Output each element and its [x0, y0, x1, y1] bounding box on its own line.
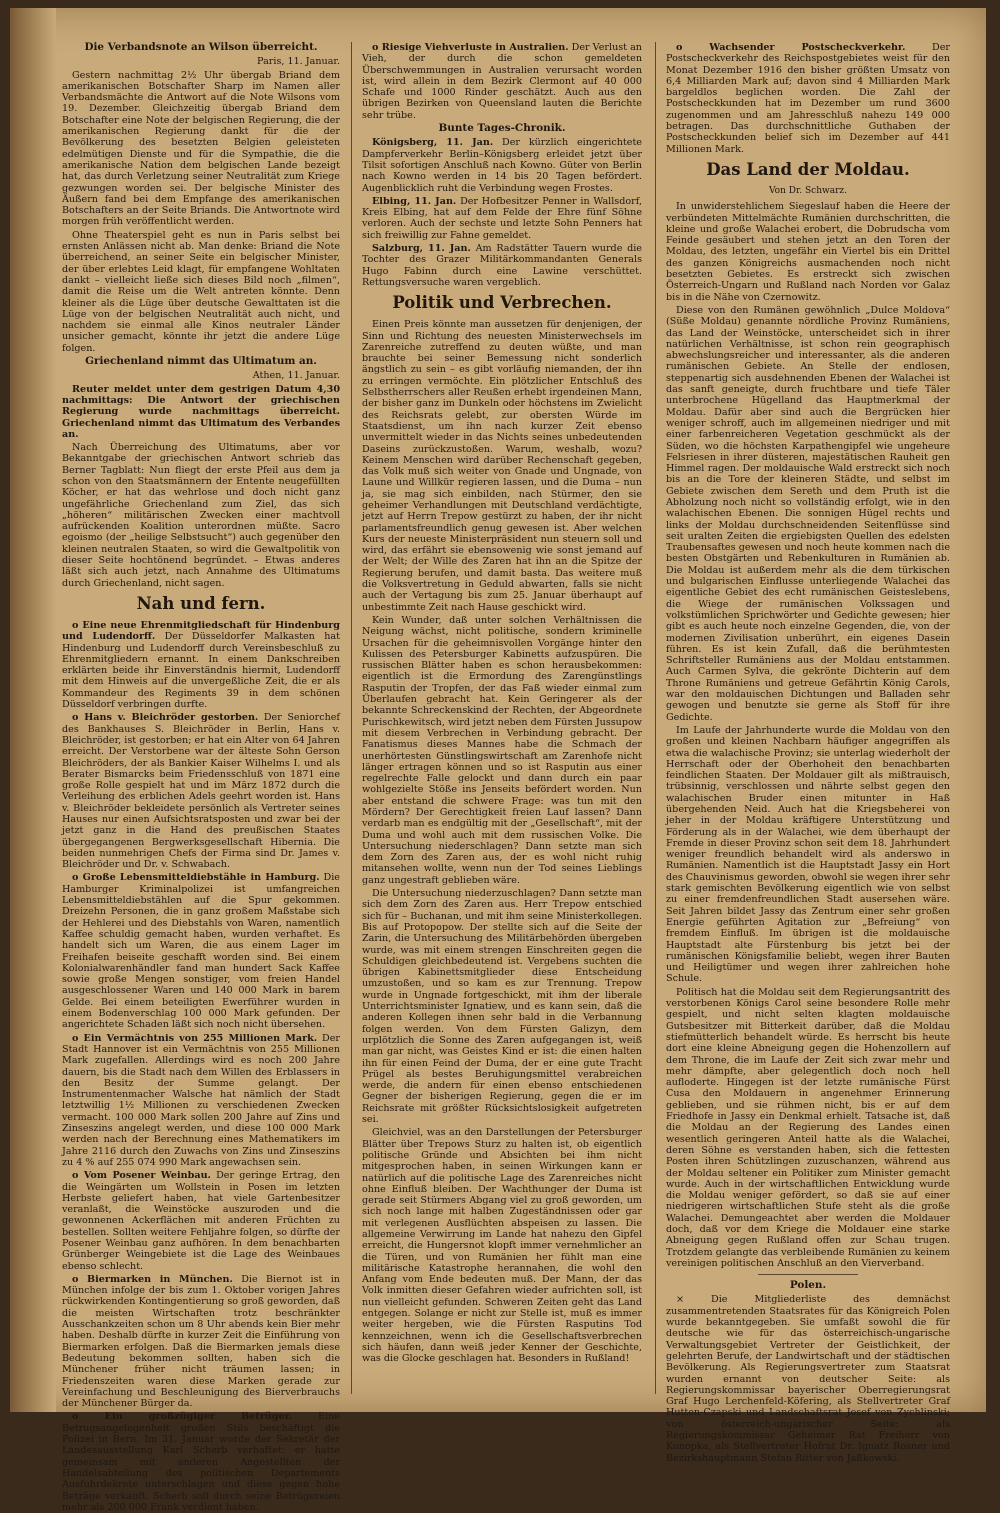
news-item: [62, 620, 340, 710]
news-item-head: o Hans v. Bleichröder gestorben.: [72, 712, 259, 724]
column-rule: [351, 42, 352, 1394]
news-item-text: Der geringe Ertrag, den die Weingärten um Wollstein in Posen im letzten Herbste geliefert haben, hat viele Gartenbesitzer veranlaßt, die Weinstöcke auszuroden und die gewonnenen Ackerflächen mit anderen Früchten zu bestellen. Sollten weitere Fehljahre folgen, so dürfte der Posener Weinbau ganz aufhören. In dem benachbarten Grünberger Weingebiete ist die Lage des Weinbaues ebenso schlecht.: [62, 1170, 340, 1272]
news-item: [62, 1274, 340, 1410]
news-item: [666, 42, 950, 155]
article-paragraph: Einen Preis könnte man aussetzen für denjenigen, der Sinn und Richtung des neuesten Ministerwechsels im Zarenreiche zutreffend zu deuten wüßte, und man brauchte bei seiner Bemessung nicht sonderlich ängstlich zu sein – es gibt vorläufig niemanden, der ihn zu erringen vermöchte. Ein plötzlicher Entschluß des Selbstherrschers aller Reußen erhebt irgendeinen Mann, der bisher ganz im Dunkeln oder höchstens im Zwielicht des Reichsrats gelebt, zur obersten Würde im Staatsdienst, um ihn nach kurzer Zeit ebenso unvermittelt wieder in das Nichts seines unbedeutenden Daseins zurückzustoßen. Warum, weshalb, wozu? Keinem Menschen wird darüber Rechenschaft gegeben, das Volk muß sich weiter von Gnade und Ungnade, von Laune und Willkür regieren lassen, und die Duma – nun ja, sie mag sich einbilden, nach Stürmer, den sie geheimer Verhandlungen mit Deutschland verdächtigte, jetzt auf Herrn Trepow gestürzt zu haben, der ihr nicht parlamentsfreundlich genug gewesen ist. Aber welchen Kurs der neueste Ministerpräsident nun steuern soll und wird, das erfährt sie ebensowenig wie sonst jemand auf der Welt; der Wille des Zaren hat ihn an die Spitze der Regierung berufen, und damit basta. Das weitere muß die Volksvertretung in Geduld abwarten, falls sie nicht auch der Vertagung bis zum 25. Januar überhaupt auf unbestimmte Zeit nach Hause geschickt wird.: [362, 319, 642, 613]
author-byline: Von Dr. Schwarz.: [769, 185, 847, 196]
section-title: Nah und fern.: [136, 593, 266, 613]
news-item-text: Eine Betrugsangelegenheit großen Stils beschäftigt die Polizei in Bern. Im 31. Januar wurde der Sekretär der Landesausstellung Karl Scherb verhaftet: er hatte gemeinsam mit anderen Angestellten der Handelsabteilung des politischen Departements Ausfuhrdekrete unterschlagen und diese gegen hohe Beträge verkauft. Scherb soll durch seine Betrügereien mehr als 200 000 Frank verdient haben.: [62, 1411, 340, 1513]
news-item: [62, 712, 340, 870]
chronik-item-text: Der Hofbesitzer Penner in Wallsdorf, Kreis Elbing, hat auf dem Felde der Ehre fünf Söhne verloren. Auch der sechste und letzte Sohn Penners hat sich freiwillig zur Fahne gemeldet.: [362, 195, 642, 241]
chronik-item-text: Der kürzlich eingerichtete Dampferverkehr Berlin–Königsberg erleidet jetzt über Tilsit sofortigen Anschluß nach Kowno. Güter von Berlin nach Kowno werden in 14 bis 20 Tagen befördert. Augenblicklich ruht die Verbindung wegen Frostes.: [362, 137, 642, 194]
news-item-text: Der Verlust an Vieh, der durch die schon gemeldeten Überschwemmungen in Australien verursacht worden ist, wird allein in dem Bezirk Clermont auf 40 000 Schafe und 1000 Rinder geschätzt. Auch aus den übrigen Bezirken von Queensland lauten die Berichte sehr trübe.: [362, 42, 642, 121]
article-title: Griechenland nimmt das Ultimatum an.: [85, 355, 317, 368]
article-paragraph: Reuter meldet unter dem gestrigen Datum 4,30 nachmittags: Die Antwort der griechischen Regierung wurde nachmittags überreicht. Griechenland nimmt das Ultimatum des Verbandes an.: [62, 383, 340, 440]
article-title: Polen.: [789, 1279, 827, 1292]
chronik-item-text: Am Radstätter Tauern wurde die Tochter des Grazer Militärkommandanten Generals Hugo Fabinn durch eine Lawine verschüttet. Rettungsversuche waren vergeblich.: [362, 243, 642, 288]
article-paragraph: Nach Überreichung des Ultimatums, aber vor Bekanntgabe der griechischen Antwort schrieb das Berner Tagblatt: Nun fliegt der erste Pfeil aus dem ja schon von den Staatsmännern der Entente neugefüllten Köcher, er hat das wehrlose und doch nicht ganz ungefährliche Griechenland zum Ziel, das sich „höheren“ militärischen Zwecken einer machtvoll aufrückenden Koalition unterordnen müßte. Sacro egoismo (der „heilige Selbstsucht“) auch gegenüber den kleinen neutralen Staaten, so wird die Gewaltpolitik von dieser Seite hochtönend begründet. – Etwas anderes läßt sich auch jetzt, nach Annahme des Ultimatums durch Griechenland, nicht sagen.: [62, 442, 340, 589]
news-item-head: o Riesige Viehverluste in Australien.: [372, 42, 569, 53]
article-paragraph: Im Laufe der Jahrhunderte wurde die Moldau von den großen und kleinen Nachbarn häufiger angegriffen als etwa die walachische Provinz; sie unterlag wiederholt der Herrschaft oder der Oberhoheit den benachbarten feindlichen Staaten. Der Moldauer gilt als mißtrauisch, trübsinnig, verschlossen und nährte selbst gegen den walachischen Bruder einen mitunter in Haß übergehenden Neid. Auch hat die Kriegsbeherei von jeher in der Moldau kräftigere Unterstützung und Förderung als in der Walachei, wie dem überhaupt der Fremde in dieser Provinz schon seit dem 18. Jahrhundert weniger freundlich behandelt wird als anderswo in Rumänien. Namentlich ist die Hauptstadt Jassy ein Hort des Chauvinismus geworden, obwohl sie wegen ihrer sehr stark gemischten Bevölkerung eigentlich wie von selbst zu einer fremdenfreundlichen Stadt ausersehen wäre. Seit Jahren bildet Jassy das Zentrum einer sehr großen Energie geführten Agitation zur „Befreiung“ von fremdem Einfluß. Im übrigen ist die moldauische Hauptstadt alte Fürstenburg bis jetzt bei der rumänischen Königsfamilie beliebt, wegen ihrer Bauten und Heiligtümer und wegen ihrer zahlreichen hohe Schule.: [666, 724, 950, 985]
article-title: Die Verbandsnote an Wilson überreicht.: [84, 41, 318, 53]
news-item: [62, 1033, 340, 1169]
chronik-item-head: Elbing, 11. Jan.: [372, 195, 457, 207]
news-item-head: o Ein großzügiger Betrüger.: [72, 1411, 293, 1423]
article-paragraph: Gleichviel, was an den Darstellungen der Petersburger Blätter über Trepows Sturz zu halten ist, ob eigentlich politische Gründe und Absichten bei ihm nicht mitgesprochen haben, in seinen Wirkungen kann er natürlich auf die politische Lage des Zarenreiches nicht ohne Einfluß bleiben. Der Wachthunger der Duma ist gerade seit Stürmers Abgang viel zu groß geworden, um sich noch lange mit halben Zugeständnissen oder gar mit verlegenen Ausflüchten abspeisen zu lassen. Die allgemeine Verwirrung im Lande hat nahezu den Gipfel erreicht, die Hungersnot klopft immer vernehmlicher an die Türen, und von Rumänien her fühlt man eine militärische Katastrophe herannahen, die wohl den Anfang vom Ende bedeuten muß. Der Mann, der das Volk inmitten dieser Gefahren wieder aufrichten soll, ist nun vielleicht gefunden. Schweren Zeiten geht das Land entgegen. Solange er nicht zur Stelle ist, muß es immer weiter hergeben, wie die Fürsten Rasputins Tod kennzeichnen, wenn ich die Gesellschaftsverbrechen sich häufen, dann weiß jeder Kenner der Geschichte, was die Glocke geschlagen hat. Besonders in Rußland!: [362, 1127, 642, 1365]
news-item: [62, 1411, 340, 1513]
dateline: Paris, 11. Januar.: [257, 56, 340, 68]
news-item-text: Die Hamburger Kriminalpolizei ist umfangreichen Lebensmitteldiebstählen auf die Spur gekommen. Dreizehn Personen, die in ganz großem Maßstabe sich der Hehlerei und des Diebstahls von Waren, namentlich Kaffee schuldig gemacht haben, wurden verhaftet. Es handelt sich um Waren, die aus einem Lager im Freihafen beiseite geschafft worden sind. Bei einem Kolonialwarenhändler fand man hundert Sack Kaffee sowie große Mengen sonstiger, vom freien Handel ausgeschlossener Waren und 140 000 Mark in barem Gelde. Bei einem beteiligten Ewerführer wurden in einem Bodenverschlag 100 000 Mark gefunden. Der angerichtete Schaden läßt sich noch nicht übersehen.: [62, 872, 340, 1031]
article-paragraph: In unwiderstehlichem Siegeslauf haben die Heere der verbündeten Mittelmächte Rumänien durchschritten, die kleine und große Walachei erobert, die Dobrudscha vom Feinde gesäubert und stehen jetzt an den Toren der Moldau, des letzten, ungefähr ein Viertel bis ein Drittel des ganzen Königreichs ausmachenden noch nicht besetzten Gebietes. Es erstreckt sich zwischen Österreich-Ungarn und Rußland nach Norden vor Galaz bis in die Nähe von Czernowitz.: [666, 201, 950, 303]
column-2: [362, 42, 642, 1402]
news-item-head: o Biermarken in München.: [72, 1273, 233, 1285]
chronik-title: Bunte Tages-Chronik.: [438, 122, 566, 135]
news-item: [362, 42, 642, 121]
article-paragraph: Die Untersuchung niederzuschlagen? Dann setzte man sich dem Zorn des Zaren aus. Herr Trepow entschied sich für – Buchanan, und mit ihm seine Ministerkollegen. Bis auf Protopopow. Der stellte sich auf die Seite der Zarin, die Untersuchung des Militärbehörden übergeben wurde, was mit einem strengen Einschreiten gegen die Schuldigen gleichbedeutend ist. Vergebens suchten die übrigen Kabinettsmitglieder diese Entscheidung umzustoßen, und so kam es zur Trennung. Trepow wurde in Ungnade fortgeschickt, mit ihm der liberale Unterrichtsminister Ignatiew, und es kann sein, daß die anderen Kollegen ihnen sehr bald in die Verbannung folgen werden. Von dem Fürsten Galizyn, dem urplötzlich die Sonne des Zaren aufgegangen ist, weiß man gar nicht, was Geistes Kind er ist: die einen halten ihn für einen Feind der Duma, der er eine gute Tracht Prügel als bestes Beruhigungsmittel verabreichen werde, die andern für einen ebenso entschiedenen Gegner der bisherigen Regierung, gegen die er im Reichsrate mit größter Rücksichtslosigkeit aufgetreten sei.: [362, 888, 642, 1126]
page-spine-shadow: [10, 8, 56, 1412]
chronik-item: [362, 137, 642, 193]
dateline: Athen, 11. Januar.: [252, 370, 340, 382]
section-title: Das Land der Moldau.: [706, 159, 910, 179]
news-item-text: Der Stadt Hannover ist ein Vermächtnis von 255 Millionen Mark zugefallen. Allerdings wird es noch 200 Jahre dauern, bis die Stadt nach dem Willen des Erblassers in den Besitz der Summe gelangt. Der Instrumentenmacher Walsche hat nämlich der Stadt letztwillig 1½ Millionen zu verschiedenen Zwecken vermacht. 100 000 Mark sollen 200 Jahre auf Zins und Zinseszins angelegt werden, und diese 100 000 Mark werden nach der Berechnung eines Mathematikers im Jahre 2116 durch den Zuwachs von Zins und Zinseszins zu 4 % auf 255 074 990 Mark angewachsen sein.: [62, 1032, 340, 1168]
section-title: Politik und Verbrechen.: [392, 293, 612, 313]
news-item: [62, 872, 340, 1030]
article-paragraph: Kein Wunder, daß unter solchen Verhältnissen die Neigung wächst, nicht politische, sondern kriminelle Ursachen für die geheimnisvollen Vorgänge hinter den Kulissen des Petersburger Kabinetts aufzuspüren. Die russischen Blätter haben es schon herausbekommen: eigentlich ist die Ermordung des Zarengünstlings Rasputin der Tropfen, der das Faß wieder einmal zum Überlaufen gebracht hat. Kein Geringerer als der bekannte Schreckenskind der Rechten, der Abgeordnete Purischkewitsch, wird jetzt neben dem Fürsten Jussupow mit diesem Verbrechen in Verbindung gebracht. Der Fanatismus dieses Mannes habe die Schmach der unerhörtesten Günstlingswirtschaft am Zarenhofe nicht länger ertragen können und so ist Rasputin aus einer regelrechte Falle gelockt und dann durch ein paar wohlgezielte Stöße ins Jenseits befördert worden. Nun aber entstand die schwere Frage: was tun mit den Mördern? Der Gerechtigkeit freien Lauf lassen? Dann verdarb man es endgültig mit der „Gesellschaft“, mit der Duma und wohl auch mit dem russischen Volke. Die Untersuchung niederschlagen? Dann setzte man sich dem Zorn des Zaren aus, der es wohl nicht ruhig mitansehen wollte, wenn nun der Tod seines Lieblings ganz ungestraft geblieben wäre.: [362, 614, 642, 886]
article-paragraph: Gestern nachmittag 2½ Uhr übergab Briand dem amerikanischen Botschafter Sharp im Namen aller Verbandsmächte die Antwort auf die Note Wilsons vom 19. Dezember. Gleichzeitig übergab Briand dem Botschafter eine Note der belgischen Regierung, die der amerikanischen Regierung dankt für die der Bevölkerung des besetzten Belgien geleisteten edelmütigen Dienste und für die Sympathie, die die amerikanische Nation dem belgischen Lande bezeigt hat, das durch Verletzung seiner Neutralität zum Kriege gezwungen worden sei. Der belgische Minister des Äußern fand bei dem Empfange des amerikanischen Botschafters an der Seite Briands. Die Antwortnote wird morgen früh veröffentlicht werden.: [62, 69, 340, 228]
news-item-text: Die Biernot ist in München infolge der bis zum 1. Oktober vorigen Jahres rückwirkenden Kontingentierung so groß geworden, daß die meisten Wirtschaften trotz beschränkter Ausschankzeiten schon um 8 Uhr abends kein Bier mehr haben. Deshalb dürfte in kurzer Zeit die Einführung von Biermarken erfolgen. Daß die Biermarken jemals diese Bedeutung bekommen sollten, haben sich die Münchener früher nicht träumen lassen; in Friedenszeiten waren diese Marken gerade zur Vereinfachung und Beschleunigung des Bierverbrauchs der Münchener Bürger da.: [62, 1273, 340, 1410]
news-item-head: o Große Lebensmitteldiebstähle in Hamburg.: [72, 872, 320, 884]
news-item-text: Der Postscheckverkehr des Reichspostgebietes weist für den Monat Dezember 1916 den bisher größten Umsatz von 6,4 Milliarden Mark auf; davon sind 4 Milliarden Mark bargeldlos beglichen worden. Die Zahl der Postscheckkunden hat im Dezember um rund 3600 zugenommen und am Jahresschluß nahezu 149 000 betragen. Das durchschnittliche Guthaben der Postscheckkunden belief sich im Dezember auf 441 Millionen Mark.: [666, 42, 950, 155]
news-item-head: o Ein Vermächtnis von 255 Millionen Mark.: [72, 1032, 318, 1044]
news-item-head: o Wachsender Postscheckverkehr.: [676, 42, 906, 53]
column-1: [62, 41, 340, 1513]
column-3: [666, 42, 950, 1464]
news-item-head: o Eine neue Ehrenmitgliedschaft für Hindenburg und Ludendorff.: [62, 619, 340, 643]
news-item-head: o Vom Posener Weinbau.: [72, 1170, 211, 1182]
article-paragraph: Politisch hat die Moldau seit dem Regierungsantritt des verstorbenen Königs Carol seine besondere Rolle mehr gespielt, und nicht selten klagten moldauische Gutsbesitzer mit Bitterkeit darüber, daß die Moldau stiefmütterlich behandelt würde. Es herrscht bis heute dort eine kleine Abneigung gegen die Hohenzollern auf dem Throne, die im Laufe der Zeit sich zwar mehr und mehr dämpfte, aber gelegentlich doch noch hell aufloderte. Hingegen ist der letzte rumänische Fürst Cusa den Moldauern in angenehmer Erinnerung geblieben, und sie rühmen nicht, bis er auf dem Friedhofe in Jassy ein Denkmal erhielt. Tatsache ist, daß die Moldau an der Regierung des Landes einen wesentlich geringeren Anteil hatte als die Walachei, deren Söhne es verstanden haben, sich die fettesten Posten ihren Schützlingen zuzuschanzen, während aus der Moldau seltener ein Politiker zum Minister gemacht wurde. Auch in der wirtschaftlichen Entwicklung wurde die Moldau weniger gefördert, so daß sie auf einer niedrigeren wirtschaftlichen Stufe steht als die große Walachei. Demungeachtet aber werden die Moldauer doch, daß vor dem Kriege die Moldauer eine starke Abneigung gegen Rußland offen zur Schau trugen. Trotzdem gelangte das verbleibende Rumänien zu keinem vereinigen politischen Anschluß an den Vierverband.: [666, 986, 950, 1269]
chronik-item: [362, 243, 642, 288]
article-paragraph: Ohne Theaterspiel geht es nun in Paris selbst bei ernsten Anlässen nicht ab. Man denke: Briand die Note überreichend, an seiner Seite ein belgischer Minister, der über erlebtes Leid klagt, für empfangene Wohltaten dankt – vielleicht ließe sich dieses Bild noch „filmen“, damit die Reise um die Welt antreten könnte. Denn kleiner als die Lüge über deutsche Gewalttaten ist die Lüge von der belgischen Neutralität auch nicht, und nachdem sie einmal alle Kinos neutraler Länder unsicher gemacht, könnte ihr jetzt die andere Lüge folgen.: [62, 229, 340, 354]
chronik-item-head: Königsberg, 11. Jan.: [372, 137, 494, 149]
news-item-text: Der Düsseldorfer Malkasten hat Hindenburg und Ludendorff durch Vereinsbeschluß zu Ehrenmitgliedern ernannt. In einem Dankschreiben erklärten beide ihr Einverständnis hiermit, Ludendorff mit dem Hinweis auf die unvergeßliche Zeit, die er als Kommandeur des Regiments 39 in dem schönen Düsseldorf verbringen durfte.: [62, 631, 340, 711]
newspaper-page: [10, 8, 986, 1513]
news-item: [62, 1170, 340, 1272]
article-paragraph: × Die Mitgliederliste des demnächst zusammentretenden Staatsrates für das Königreich Polen wurde bekanntgegeben. Sie umfaßt sowohl die für deutsche wie für das österreichisch-ungarische Verwaltungsgebiet Vertreter der Geistlichkeit, der gelehrten Berufe, der Landwirtschaft und der städtischen Bevölkerung. Als Regierungsvertreter zum Staatsrat wurden ernannt von deutscher Seite: als Regierungskommissar bayerischer Oberregierungsrat Graf Hugo Lerchenfeld-Köfering, als Stellvertreter Graf Hutten-Czapski und Landschaftsrat Josef von Zychlinski; von österreich-ungarischer Seite: als Regierungskommissar Geheimer Rat Freiherr von Konopka, als Stellvertreter Hofrat Dr. Ignatz Rosner und Bezirkshauptmann Stefan Ritter von Jaßkowski.: [666, 1294, 950, 1464]
separator-rule: [758, 1274, 858, 1275]
article-paragraph: Diese von den Rumänen gewöhnlich „Dulce Moldova“ (Süße Moldau) genannte nördliche Provinz Rumäniens, das Land der Weinstöcke, unterscheidet sich in ihrer natürlichen Verhältnisse, ist schon rein geographisch abwechslungsreicher und interessanter, als die anderen rumänischen Gebiete. An Stelle der endlosen, steppenartig sich ausdehnenden Ebenen der Walachei ist das sanft geneigte, durch fruchtbare und tiefe Täler unterbrochene Hügelland das Hauptmerkmal der Moldau. Dafür aber sind auch die Bergrücken hier weniger schroff, auch im allgemeinen niedriger und mit einer farbenreicheren Vegetation geschmückt als der Süden, wo die höchsten Karpathengipfel wie ungeheure Felsriesen in ihrer düsteren, majestätischen Rauheit gen Himmel ragen. Der moldauische Wald erstreckt sich noch bis an die Tore der kleineren Städte, und selbst im Gebiete zwischen dem Sereth und dem Pruth ist die Abholzung noch nicht so vollständig erfolgt, wie in den walachischen Ebenen. Die sonnigen Hügel rechts und links der Moldau durchschneidenden Seitenflüsse sind seit uralten Zeiten die ergiebigsten Quellen des edelsten Traubensaftes gewesen und noch heute kommen nach die besten Obstgärten und Rebenkulturen in Rumänien ab. Die Moldau ist außerdem mehr als die dem türkischen und bulgarischen Einflusse unterliegende Walachei das eigentliche Gebiet des echt rumänischen Geisteslebens, die Wiege der rumänischen Volkssagen und volkstümlichen Sprichwörter und Gedichte gewesen; hier gibt es auch heute noch einzelne Gegenden, die, von der modernen Zivilisation unberührt, ein eigenes Dasein führen. Es ist kein Zufall, daß die berühmtesten Schriftsteller Rumäniens aus der Moldau entstammen. Auch Carmen Sylva, die gekrönte Dichterin auf dem Throne Rumäniens und getreue Gefährtin König Carols, war den moldauischen Dichtungen und Balladen sehr gewogen und benutzte sie gerne als Stoff für ihre Gedichte.: [666, 304, 950, 723]
news-item-text: Der Seniorchef des Bankhauses S. Bleichröder in Berlin, Hans v. Bleichröder, ist gestorben; er hat ein Alter von 64 Jahren erreicht. Der Verstorbene war der älteste Sohn Gerson Bleichröders, der als Bankier Kaiser Wilhelms I. und als Berater Bismarcks beim Friedensschluß von 1871 eine große Rolle gespielt hat und im März 1872 durch die Verleihung des erblichen Adels geehrt worden ist. Hans v. Bleichröder bekleidete persönlich als Vertreter seines Hauses nur einen Aufsichtsratsposten und zwar bei der jetzt ganz in die Hand des preußischen Staates übergegangenen Bergwerksgesellschaft Hibernia. Die beiden nunmehrigen Chefs der Firma sind Dr. James v. Bleichröder und Dr. v. Schwabach.: [62, 712, 340, 871]
chronik-item-head: Salzburg, 11. Jan.: [372, 243, 471, 255]
chronik-item: [362, 196, 642, 241]
column-rule: [655, 42, 656, 1394]
